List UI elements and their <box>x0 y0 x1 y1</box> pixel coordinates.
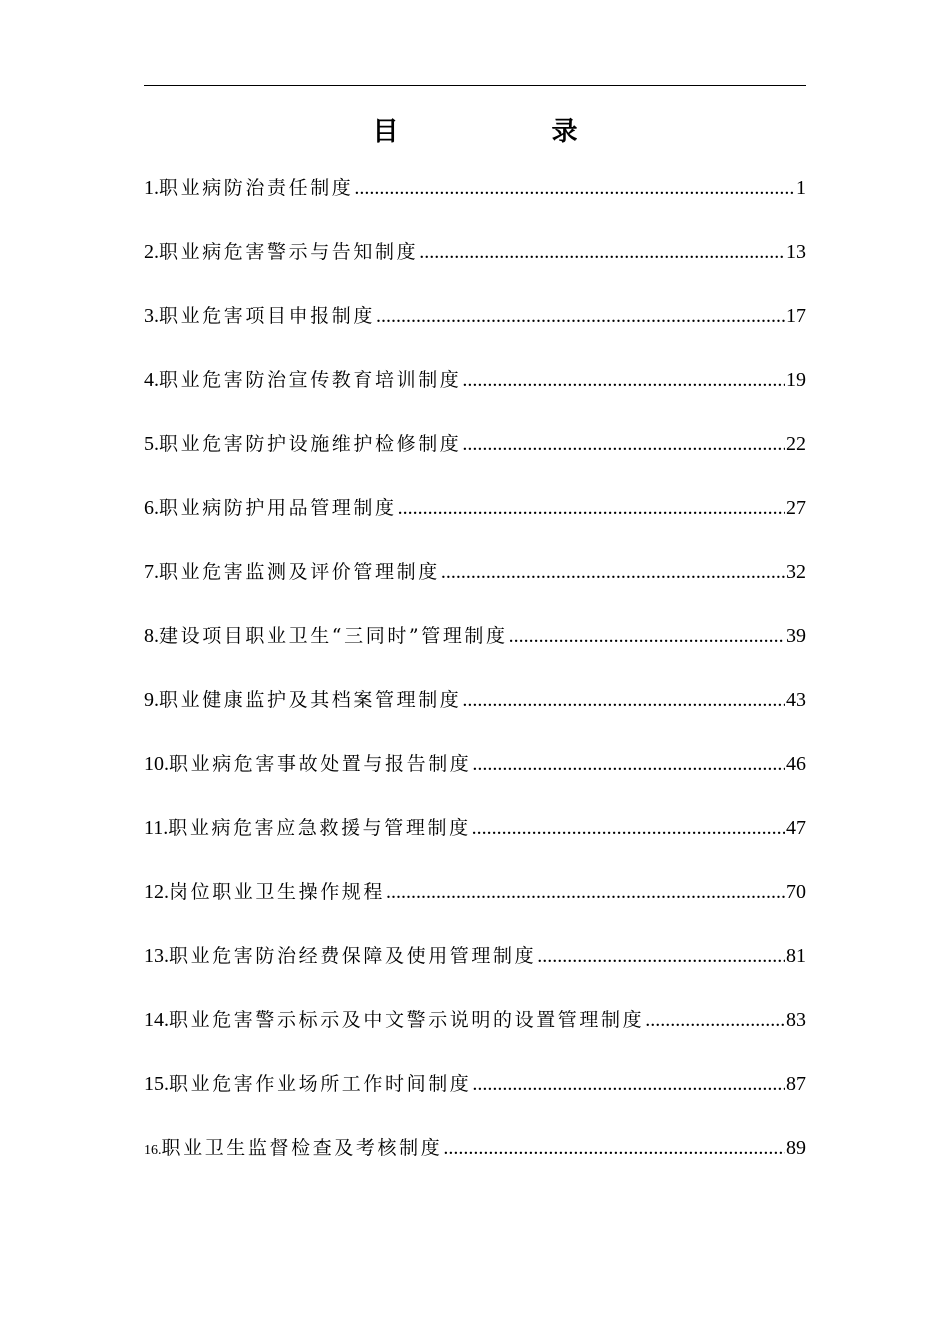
toc-entry[interactable] <box>144 426 806 490</box>
toc-entry-page: 19 <box>786 369 806 391</box>
toc-entry-number: 10. <box>144 753 169 775</box>
toc-entry-title: 职业病危害应急救援与管理制度 <box>168 817 471 839</box>
dot-leader <box>645 1002 785 1038</box>
dot-leader <box>472 810 785 846</box>
toc-entry-number: 14. <box>144 1009 169 1031</box>
toc-entry[interactable] <box>144 746 806 810</box>
toc-entry[interactable] <box>144 810 806 874</box>
toc-entry-page: 32 <box>786 561 806 583</box>
header-rule <box>144 85 806 86</box>
toc-entry-title: 职业危害防护设施维护检修制度 <box>159 433 462 455</box>
dot-leader <box>443 1130 785 1166</box>
toc-entry[interactable] <box>144 298 806 362</box>
toc-entry[interactable] <box>144 554 806 618</box>
dot-leader <box>462 682 785 718</box>
toc-entry-title: 建设项目职业卫生“三同时”管理制度 <box>159 625 508 647</box>
toc-entry-page: 70 <box>786 881 806 903</box>
toc-entry-title: 职业危害防治宣传教育培训制度 <box>159 369 462 391</box>
toc-entry-number: 2. <box>144 241 159 263</box>
toc-entry-number: 1. <box>144 177 159 199</box>
toc-entry-number: 9. <box>144 689 159 711</box>
toc-entry[interactable] <box>144 490 806 554</box>
toc-entry-page: 22 <box>786 433 806 455</box>
toc-entry[interactable] <box>144 682 806 746</box>
toc-entry-number: 5. <box>144 433 159 455</box>
toc-entry[interactable] <box>144 938 806 1002</box>
toc-entry-title: 职业病防治责任制度 <box>159 177 354 199</box>
toc-entry-title: 职业危害警示标示及中文警示说明的设置管理制度 <box>169 1009 645 1031</box>
toc-entry-page: 13 <box>786 241 806 263</box>
toc-entry-page: 47 <box>786 817 806 839</box>
toc-list <box>144 170 806 1194</box>
toc-entry-title: 职业危害项目申报制度 <box>159 305 376 327</box>
toc-entry-title: 职业病防护用品管理制度 <box>159 497 397 519</box>
toc-entry[interactable] <box>144 618 806 682</box>
toc-title: 目 录 <box>372 117 650 147</box>
dot-leader <box>441 554 785 590</box>
toc-entry-page: 39 <box>786 625 806 647</box>
toc-entry-number: 12. <box>144 881 169 903</box>
dot-leader <box>462 362 785 398</box>
dot-leader <box>472 1066 785 1102</box>
toc-entry-number: 8. <box>144 625 159 647</box>
dot-leader <box>462 426 785 462</box>
toc-entry[interactable] <box>144 874 806 938</box>
toc-entry-page: 46 <box>786 753 806 775</box>
toc-entry-page: 83 <box>786 1009 806 1031</box>
dot-leader <box>376 298 785 334</box>
toc-entry-number: 3. <box>144 305 159 327</box>
toc-entry-page: 27 <box>786 497 806 519</box>
toc-entry-number: 13. <box>144 945 169 967</box>
dot-leader <box>398 490 785 526</box>
toc-entry[interactable] <box>144 1066 806 1130</box>
toc-entry-page: 87 <box>786 1073 806 1095</box>
toc-entry-number: 16. <box>144 1143 162 1158</box>
toc-entry-page: 17 <box>786 305 806 327</box>
toc-entry[interactable] <box>144 1130 806 1194</box>
toc-entry-number: 7. <box>144 561 159 583</box>
toc-entry-title: 职业危害防治经费保障及使用管理制度 <box>169 945 537 967</box>
toc-entry-number: 6. <box>144 497 159 519</box>
dot-leader <box>419 234 785 270</box>
toc-entry-title: 职业卫生监督检查及考核制度 <box>161 1137 443 1159</box>
dot-leader <box>537 938 785 974</box>
dot-leader <box>354 170 795 206</box>
toc-entry-page: 81 <box>786 945 806 967</box>
toc-entry-title: 职业危害作业场所工作时间制度 <box>169 1073 472 1095</box>
toc-entry-title: 职业健康监护及其档案管理制度 <box>159 689 462 711</box>
toc-entry-page: 43 <box>786 689 806 711</box>
toc-entry[interactable] <box>144 170 806 234</box>
toc-entry-page: 89 <box>786 1137 806 1159</box>
toc-entry-title: 岗位职业卫生操作规程 <box>169 881 386 903</box>
toc-entry[interactable] <box>144 234 806 298</box>
toc-entry-number: 15. <box>144 1073 169 1095</box>
toc-entry-title: 职业病危害警示与告知制度 <box>159 241 419 263</box>
toc-entry-title: 职业危害监测及评价管理制度 <box>159 561 440 583</box>
dot-leader <box>472 746 785 782</box>
dot-leader <box>509 618 785 654</box>
toc-entry-number: 4. <box>144 369 159 391</box>
toc-entry-number: 11. <box>144 817 169 839</box>
dot-leader <box>386 874 785 910</box>
toc-entry-title: 职业病危害事故处置与报告制度 <box>169 753 472 775</box>
toc-entry[interactable] <box>144 362 806 426</box>
toc-entry-page: 1 <box>796 177 806 199</box>
toc-entry[interactable] <box>144 1002 806 1066</box>
